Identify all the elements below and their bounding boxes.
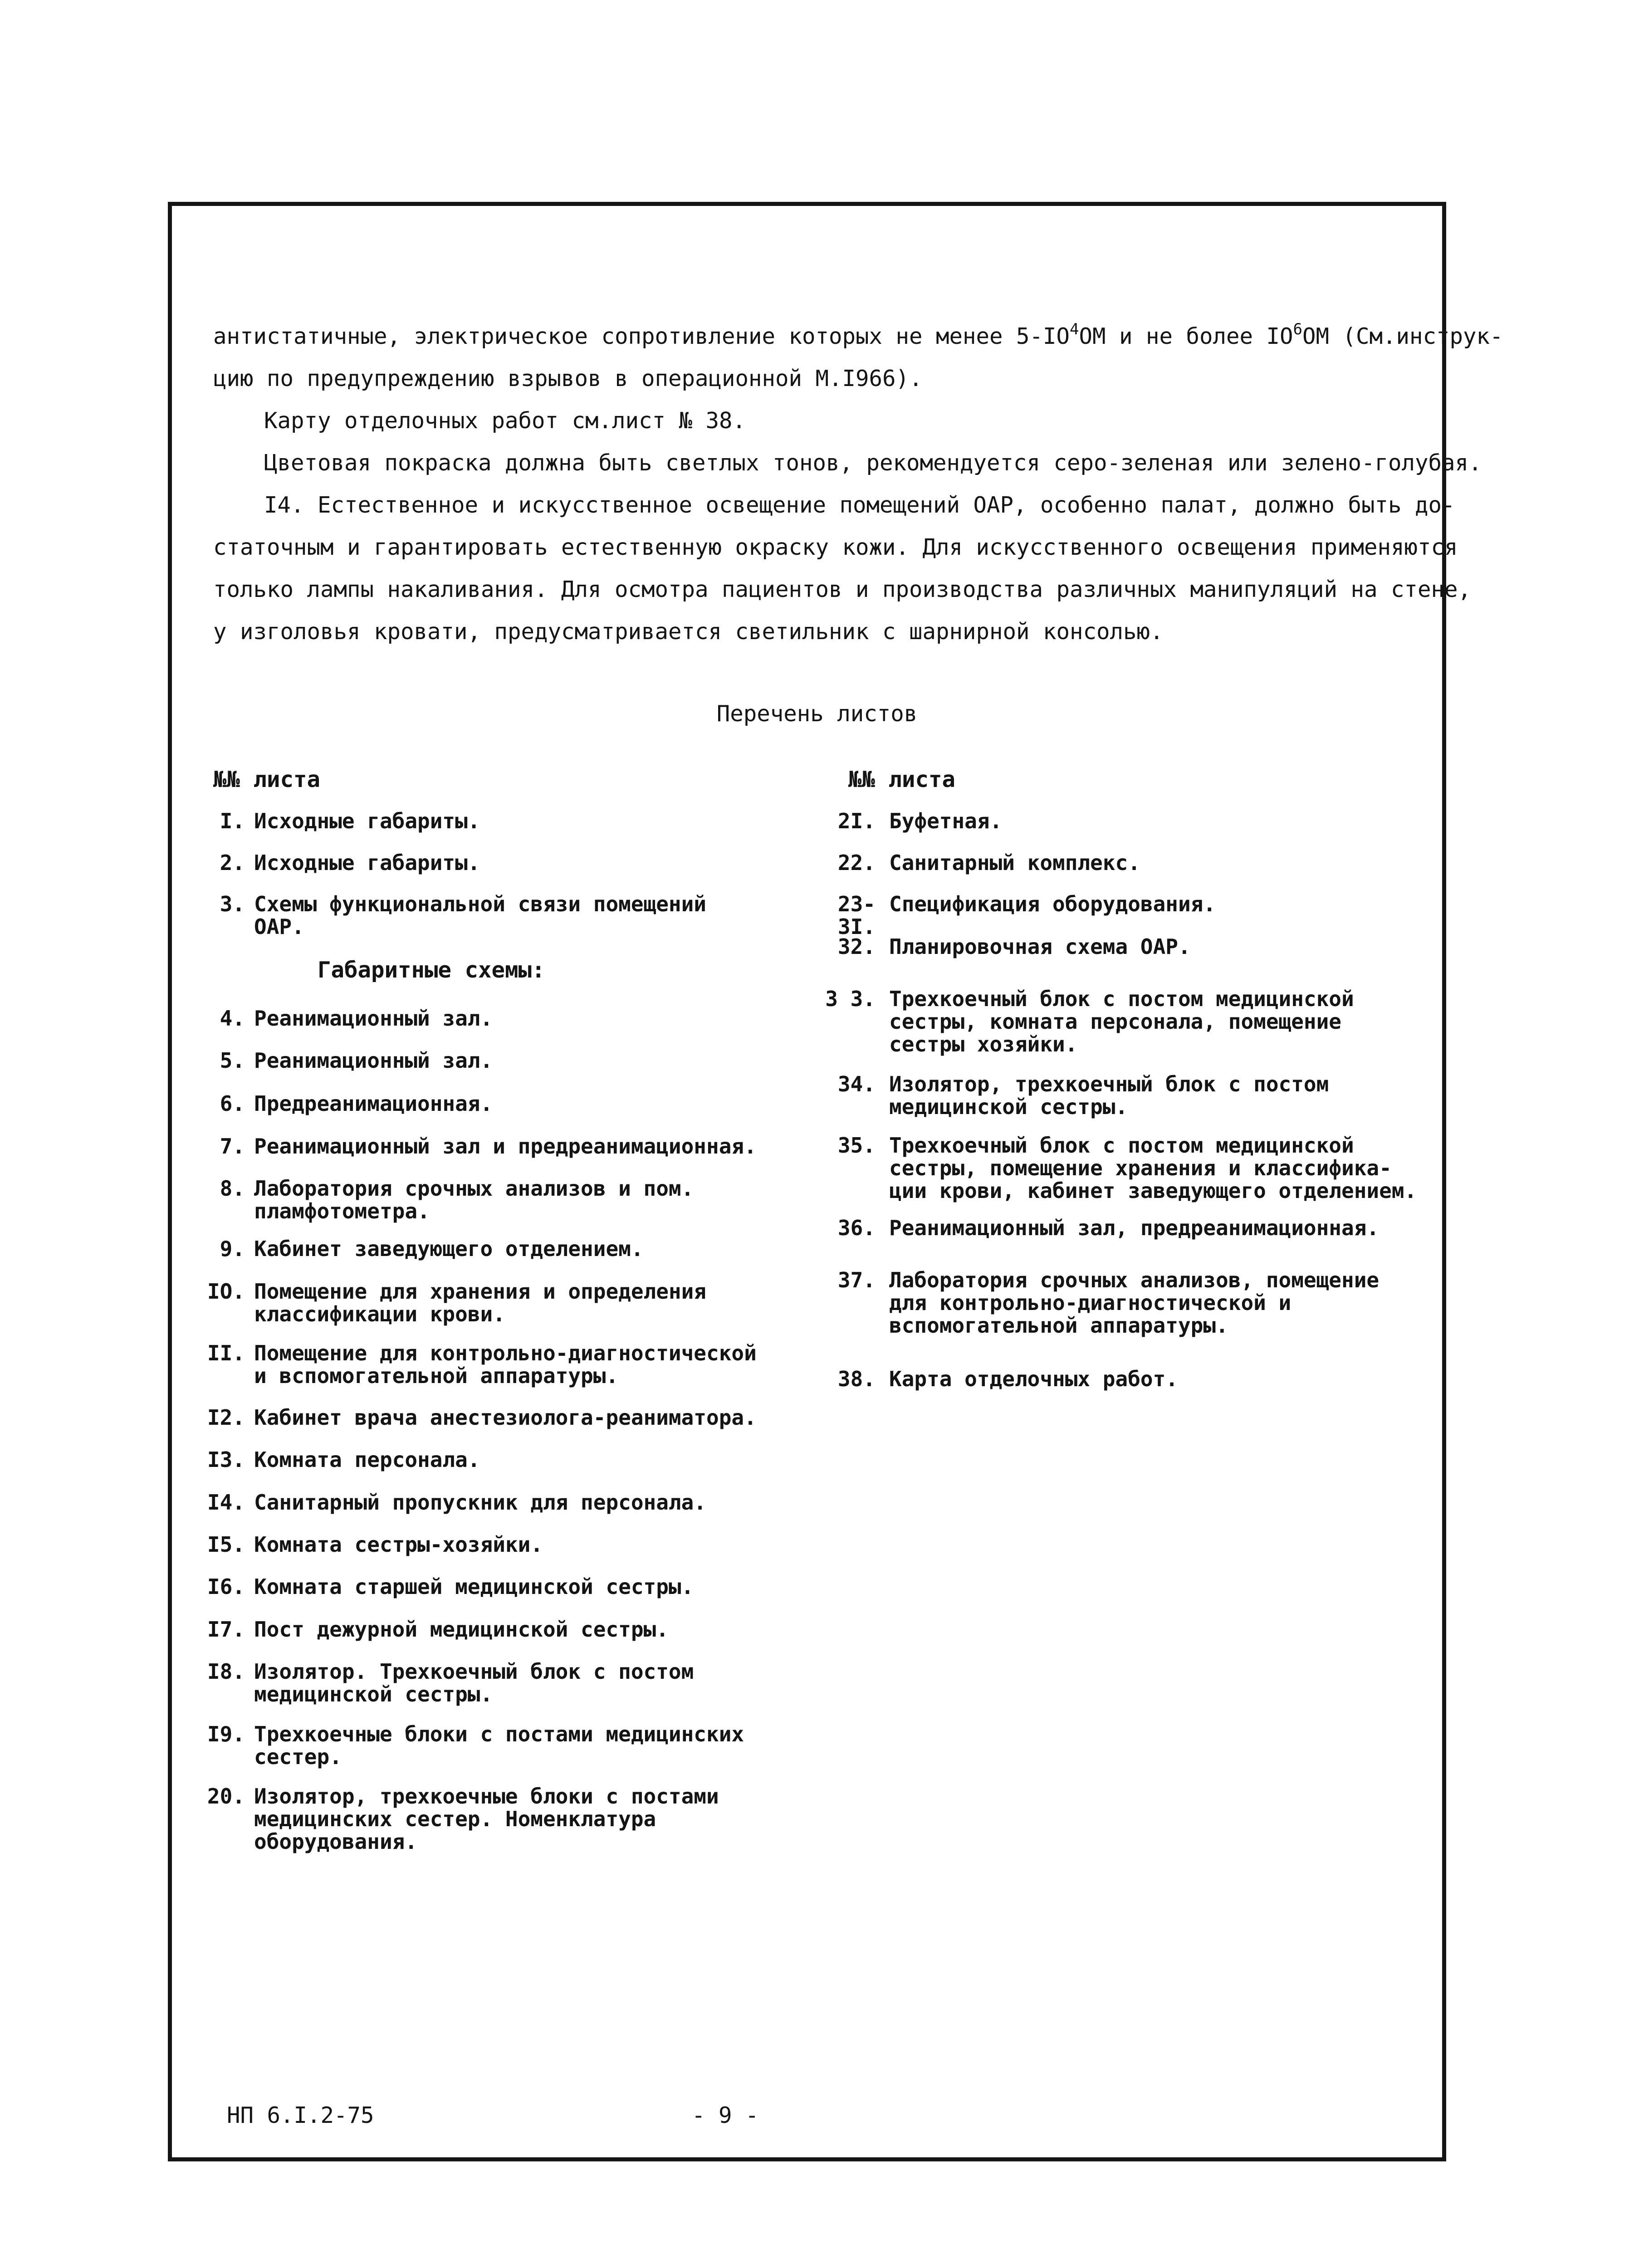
sheet-number: 20. (207, 1784, 245, 1809)
sheet-title: Реанимационный зал. (254, 1048, 493, 1073)
sheet-number: 38. (837, 1367, 876, 1391)
sheet-title: Пост дежурной медицинской сестры. (254, 1617, 669, 1642)
sheet-title: Карта отделочных работ. (889, 1367, 1178, 1391)
sheet-number: I6. (207, 1574, 245, 1599)
sheet-title: Реанимационный зал и предреанимационная. (254, 1134, 757, 1158)
sheet-number: 8. (220, 1176, 245, 1201)
sheet-number: 5. (220, 1048, 245, 1073)
sheet-number: II. (207, 1341, 245, 1365)
sheet-number: 35. (837, 1133, 876, 1158)
sheet-title: Трехкоечный блок с постом медицинской сестры, помещение хранения и классифика- ции крови, кабинет заведующего отделением. (889, 1133, 1417, 1203)
intro-line-8: у изголовья кровати, предусматривается светильник с шарнирной консолью. (213, 619, 1164, 645)
sheet-number: I5. (207, 1532, 245, 1557)
sheet-number: IO. (207, 1279, 245, 1304)
sheet-title: Спецификация оборудования. (889, 892, 1216, 916)
sheet-title: Трехкоечный блок с постом медицинской сестры, комната персонала, помещение сестры хозяйки. (889, 987, 1354, 1056)
right-column-header: №№ листа (848, 767, 956, 792)
intro-line-3: Карту отделочных работ см.лист № 38. (264, 408, 746, 434)
sheet-title: Реанимационный зал, предреанимационная. (889, 1216, 1380, 1240)
sheet-title: Схемы функциональной связи помещений ОАР. (254, 892, 706, 939)
intro-line-1: антистатичные, электрическое сопротивление которых не менее $5-IO^4OM$ и не более $IO^6OM$ (См.инструк- (213, 320, 1503, 349)
sheet-number: 32. (837, 934, 876, 959)
sheet-number: 37. (837, 1268, 876, 1292)
intro-line-6: статочным и гарантировать естественную окраску кожи. Для искусственного освещения применяются (213, 534, 1458, 560)
sheet-number: 34. (837, 1072, 876, 1096)
sheet-number: 6. (220, 1091, 245, 1116)
sheet-title: Реанимационный зал. (254, 1006, 493, 1031)
sheet-number: 7. (220, 1134, 245, 1158)
left-column-header: №№ листа (213, 767, 321, 792)
sheet-number: 3 3. (825, 987, 876, 1011)
sheet-title: Лаборатория срочных анализов, помещение для контрольно-диагностической и вспомогательной аппаратуры. (889, 1268, 1380, 1338)
list-title: Перечень листов (716, 701, 918, 727)
sheet-number: 2I. (837, 809, 876, 833)
sheet-number: I9. (207, 1722, 245, 1746)
sheet-number: 22. (837, 850, 876, 875)
sheet-title: Комната старшей медицинской сестры. (254, 1574, 694, 1599)
intro-line-2: цию по предупреждению взрывов в операционной М.I966). (213, 366, 923, 391)
sheet-title: Изолятор, трехкоечный блок с постом медицинской сестры. (889, 1072, 1329, 1119)
sheet-number: 2. (220, 850, 245, 875)
sheet-title: Кабинет заведующего отделением. (254, 1237, 644, 1261)
sheet-title: Предреанимационная. (254, 1091, 493, 1116)
sheet-number: I2. (207, 1405, 245, 1430)
sheet-title: Санитарный пропускник для персонала. (254, 1490, 706, 1515)
intro-line-7: только лампы накаливания. Для осмотра пациентов и производства различных манипуляций на стене, (213, 577, 1472, 602)
sheet-number: 3. (220, 892, 245, 916)
intro-line-5: I4. Естественное и искусственное освещение помещений ОАР, особенно палат, должно быть до- (264, 492, 1455, 518)
sheet-title: Кабинет врача анестезиолога-реаниматора. (254, 1405, 757, 1430)
sheet-title: Лаборатория срочных анализов и пом. пламфотометра. (254, 1176, 694, 1223)
sheet-number: I4. (207, 1490, 245, 1515)
sheet-number: I. (220, 809, 245, 833)
sheet-number: I3. (207, 1447, 245, 1472)
sheet-title: Исходные габариты. (254, 850, 480, 875)
document-code: НП 6.I.2-75 (227, 2102, 374, 2128)
sheet-number: 4. (220, 1006, 245, 1031)
sheet-number: 9. (220, 1237, 245, 1261)
sheet-title: Изолятор. Трехкоечный блок с постом медицинской сестры. (254, 1659, 694, 1706)
sheet-title: Помещение для контрольно-диагностической и вспомогательной аппаратуры. (254, 1341, 757, 1388)
sheet-title: Санитарный комплекс. (889, 850, 1140, 875)
sheet-title: Планировочная схема ОАР. (889, 934, 1191, 959)
sheet-title: Помещение для хранения и определения классификации крови. (254, 1279, 706, 1326)
sheet-title: Трехкоечные блоки с постами медицинских сестер. (254, 1722, 744, 1769)
page-number: - 9 - (692, 2102, 759, 2128)
sheet-number: I7. (207, 1617, 245, 1642)
sheet-number: 23-3I. (837, 892, 876, 939)
sheet-title: Буфетная. (889, 809, 1003, 833)
sheet-title: Изолятор, трехкоечные блоки с постами медицинских сестер. Номенклатура оборудования. (254, 1784, 719, 1854)
sheet-title: Исходные габариты. (254, 809, 480, 833)
sheet-number: 36. (837, 1216, 876, 1240)
sheet-title: Комната персонала. (254, 1447, 480, 1472)
sheet-title: Комната сестры-хозяйки. (254, 1532, 543, 1557)
sheet-number: I8. (207, 1659, 245, 1684)
intro-line-4: Цветовая покраска должна быть светлых тонов, рекомендуется серо-зеленая или зелено-голубая. (264, 450, 1482, 476)
subheading-dimension-schemes: Габаритные схемы: (318, 957, 545, 983)
